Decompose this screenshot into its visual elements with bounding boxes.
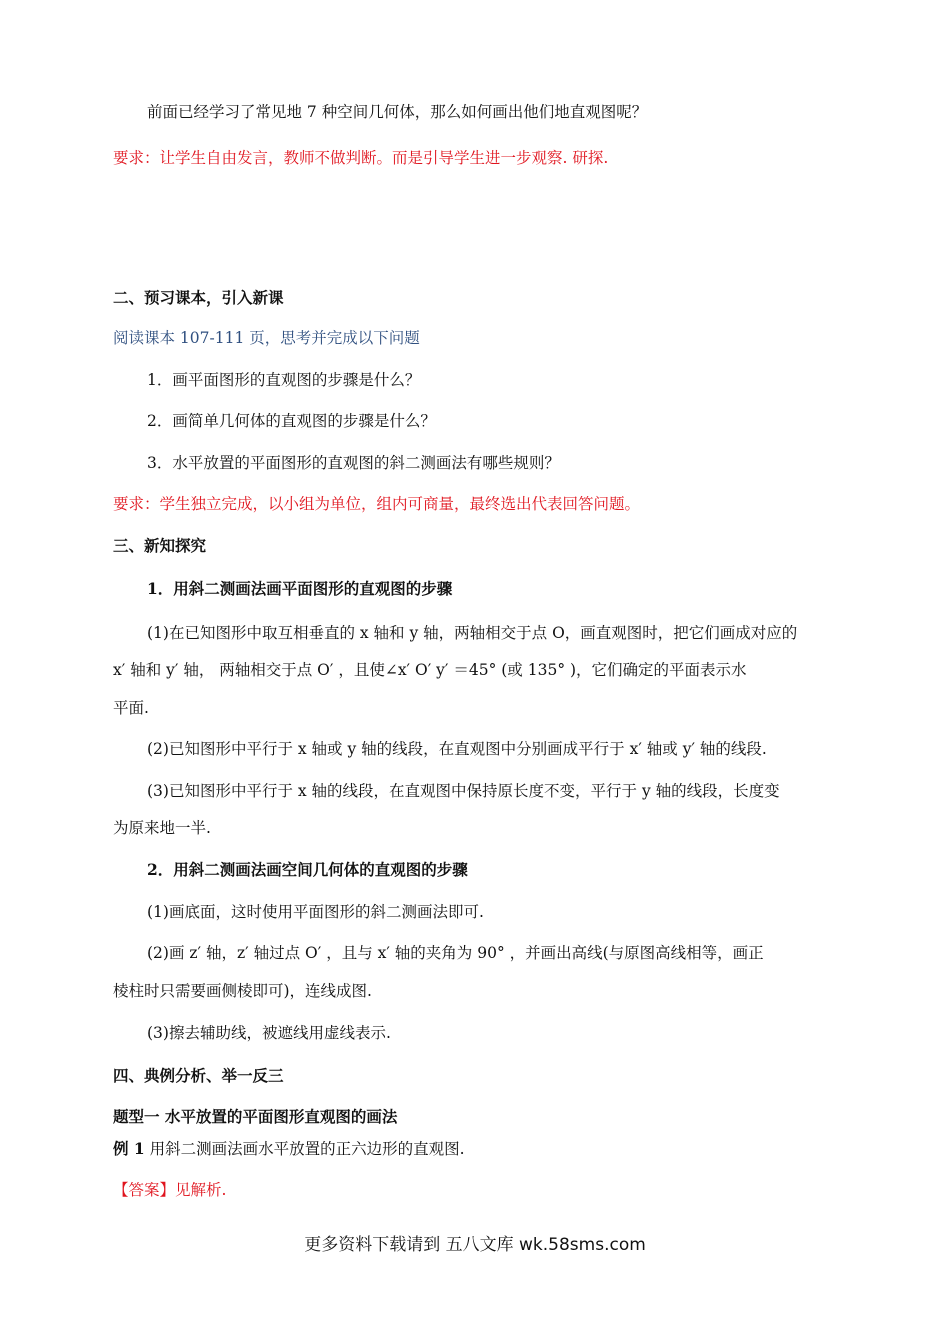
question-2: 2．画简单几何体的直观图的步骤是什么？ [147,412,436,430]
step-3-line-1: (3)已知图形中平行于 x 轴的线段，在直观图中保持原长度不变，平行于 y 轴的线段，长度变 [147,782,780,800]
section2-requirement: 要求：学生独立完成，以小组为单位，组内可商量，最终选出代表回答问题。 [113,495,641,513]
section4-heading: 四、典例分析、举一反三 [113,1066,284,1085]
step-1-line-1: (1)在已知图形中取互相垂直的 x 轴和 y 轴，两轴相交于点 O，画直观图时，把它们画成对应的 [147,624,798,642]
intro-question: 前面已经学习了常见地 7 种空间几何体，那么如何画出他们地直观图呢？ [147,103,648,121]
question-1: 1．画平面图形的直观图的步骤是什么？ [147,371,421,389]
problem-type-1: 题型一 水平放置的平面图形直观图的画法 [113,1107,398,1126]
subheading-plane-steps: 1．用斜二测画法画平面图形的直观图的步骤 [147,579,453,598]
step-1-line-3: 平面. [113,699,149,717]
solid-step-1: (1)画底面，这时使用平面图形的斜二测画法即可. [147,903,484,921]
step-1-line-2: x′ 轴和 y′ 轴， 两轴相交于点 O′ ，且使∠x′ O′ y′ ＝45° (或 135° )，它们确定的平面表示水 [113,661,747,679]
section2-heading: 二、预习课本，引入新课 [113,288,284,307]
question-3: 3．水平放置的平面图形的直观图的斜二测画法有哪些规则？ [147,454,560,472]
footer-note: 更多资料下载请到 五八文库 wk.58sms.com [304,1235,646,1255]
step-2: (2)已知图形中平行于 x 轴或 y 轴的线段，在直观图中分别画成平行于 x′ 轴或 y′ 轴的线段. [147,740,767,758]
section2-reading: 阅读课本 107-111 页，思考并完成以下问题 [113,329,420,347]
example-text: 用斜二测画法画水平放置的正六边形的直观图. [144,1140,465,1158]
example-label: 例 1 [113,1139,145,1158]
step-3-line-2: 为原来地一半. [113,819,211,837]
subheading-solid-steps: 2．用斜二测画法画空间几何体的直观图的步骤 [147,860,468,879]
solid-step-2-line-2: 棱柱时只需要画侧棱即可)，连线成图. [113,982,372,1000]
example-1 [113,1138,843,1160]
section3-heading: 三、新知探究 [113,536,207,555]
solid-step-2-line-1: (2)画 z′ 轴，z′ 轴过点 O′ ，且与 x′ 轴的夹角为 90° ，并画出高线(与原图高线相等，画正 [147,944,764,962]
answer-line: 【答案】见解析. [113,1181,227,1199]
solid-step-3: (3)擦去辅助线，被遮线用虚线表示. [147,1024,391,1042]
intro-requirement: 要求：让学生自由发言，教师不做判断。而是引导学生进一步观察. 研探. [113,149,609,167]
